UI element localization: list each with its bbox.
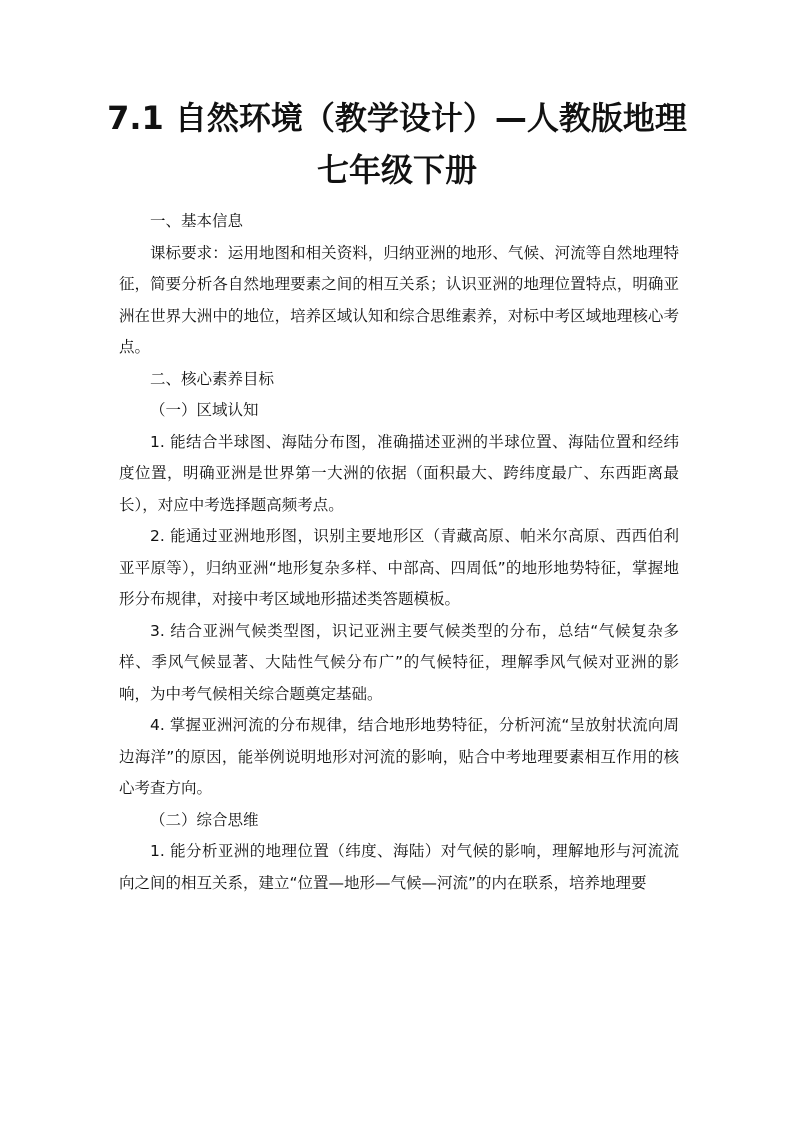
subsection-heading-regional-cognition: （一）区域认知 <box>150 401 259 419</box>
paragraph-curriculum-requirement: 课标要求：运用地图和相关资料，归纳亚洲的地形、气候、河流等自然地理特征，简要分析各自然地理要素之间的相互关系；认识亚洲的地理位置特点，明确亚洲在世界大洲中的地位，培养区域认知和综合思维素养，对标中考区域地理核心考点。 <box>119 243 679 356</box>
paragraph-item-2: 2. 能通过亚洲地形图，识别主要地形区（青藏高原、帕米尔高原、西西伯利亚平原等），归纳亚洲“地形复杂多样、中部高、四周低”的地形地势特征，掌握地形分布规律，对接中考区域地形描述类答题模板。 <box>119 527 679 608</box>
document-body <box>119 206 679 899</box>
document-title: 7.1 自然环境（教学设计）—人教版地理七年级下册 <box>107 99 687 189</box>
paragraph-item-1: 1. 能结合半球图、海陆分布图，准确描述亚洲的半球位置、海陆位置和经纬度位置，明确亚洲是世界第一大洲的依据（面积最大、跨纬度最广、东西距离最长），对应中考选择题高频考点。 <box>119 432 679 514</box>
paragraph-item-4: 4. 掌握亚洲河流的分布规律，结合地形地势特征，分析河流“呈放射状流向周边海洋”的原因，能举例说明地形对河流的影响，贴合中考地理要素相互作用的核心考查方向。 <box>119 716 679 797</box>
paragraph-item-3: 3. 结合亚洲气候类型图，识记亚洲主要气候类型的分布，总结“气候复杂多样、季风气候显著、大陆性气候分布广”的气候特征，理解季风气候对亚洲的影响，为中考气候相关综合题奠定基础。 <box>119 621 679 703</box>
paragraph-item-5: 1. 能分析亚洲的地理位置（纬度、海陆）对气候的影响，理解地形与河流流向之间的相互关系，建立“位置—地形—气候—河流”的内在联系，培养地理要 <box>119 842 679 892</box>
subsection-heading-comprehensive-thinking: （二）综合思维 <box>150 810 259 829</box>
section-heading-basic-info: 一、基本信息 <box>150 212 244 230</box>
section-heading-core-goals: 二、核心素养目标 <box>150 369 275 388</box>
